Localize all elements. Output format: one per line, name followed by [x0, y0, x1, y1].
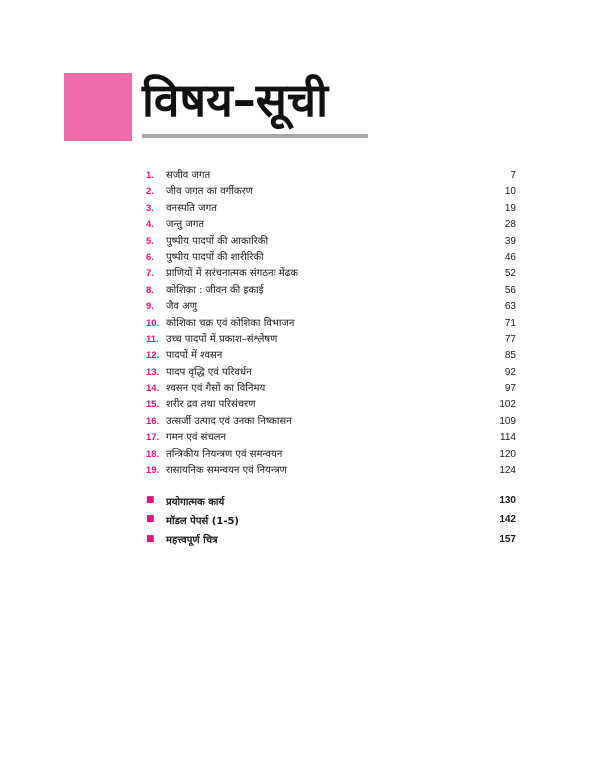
chapter-page: 7 [510, 170, 516, 181]
chapter-number: 12. [146, 350, 160, 362]
extra-page: 130 [499, 495, 516, 507]
chapter-page: 46 [504, 251, 516, 263]
chapter-title: श्वसन एवं गैसों का विनिमय [166, 383, 266, 395]
chapter-page: 52 [504, 268, 516, 280]
toc-entry[interactable] [146, 217, 516, 233]
chapter-number: 5. [146, 235, 154, 247]
toc-extra-entry[interactable] [146, 491, 516, 510]
toc-entry[interactable] [146, 430, 516, 446]
square-bullet-icon: ■ [146, 514, 155, 525]
toc-entry[interactable] [146, 463, 516, 479]
chapter-number: 17. [146, 432, 160, 444]
chapter-title: रासायनिक समन्वयन एवं नियन्त्रण [166, 465, 287, 477]
extra-page: 157 [499, 533, 516, 545]
chapter-page: 102 [499, 399, 516, 411]
toc-entry[interactable] [146, 283, 516, 299]
chapter-title: पुष्पीय पादपों की आकारिकी [166, 235, 269, 247]
chapter-page: 63 [504, 301, 516, 313]
chapter-page: 109 [499, 415, 516, 427]
title-underline [142, 134, 368, 138]
chapter-page: 97 [504, 383, 516, 395]
chapter-title: पुष्पीय पादपों की शारीरिकी [166, 251, 264, 263]
chapter-title: प्राणियों में सरंचनात्मक संगठनः मेंढक [166, 268, 299, 280]
chapter-page: 71 [504, 317, 516, 329]
chapter-title: पादपों में श्वसन [166, 350, 223, 362]
chapter-number: 3. [146, 202, 154, 214]
chapter-page: 77 [504, 333, 516, 345]
title-accent-block [64, 73, 132, 141]
chapter-number: 1. [146, 170, 154, 181]
toc-entry[interactable] [146, 348, 516, 364]
square-bullet-icon: ■ [146, 495, 155, 506]
toc-entry[interactable] [146, 316, 516, 332]
chapter-title: पादप वृद्धि एवं परिवर्धन [166, 366, 252, 378]
toc-entry[interactable] [146, 201, 516, 217]
chapter-page: 19 [504, 202, 516, 214]
toc-extra-entry[interactable] [146, 530, 516, 549]
chapter-page: 56 [504, 284, 516, 296]
square-bullet-icon: ■ [146, 533, 155, 544]
toc-entry[interactable] [146, 299, 516, 315]
extra-title: महत्त्वपूर्ण चित्र [166, 535, 218, 547]
extra-title: मॉडल पेपर्स (1-5) [166, 515, 239, 527]
chapter-page: 120 [499, 448, 516, 460]
chapter-number: 11. [146, 333, 159, 345]
page-title: विषय–सूची [142, 73, 328, 127]
toc-entry[interactable] [146, 365, 516, 381]
chapter-number: 16. [146, 415, 160, 427]
chapter-title: सजीव जगत [166, 170, 211, 181]
chapter-number: 15. [146, 399, 160, 411]
chapter-page: 85 [504, 350, 516, 362]
chapter-list [146, 168, 516, 479]
toc-entry[interactable] [146, 397, 516, 413]
chapter-number: 19. [146, 465, 160, 477]
chapter-number: 9. [146, 301, 154, 313]
chapter-page: 124 [499, 465, 516, 477]
chapter-page: 39 [504, 235, 516, 247]
chapter-number: 8. [146, 284, 154, 296]
chapter-number: 18. [146, 448, 160, 460]
chapter-title: गमन एवं संचलन [166, 432, 227, 444]
chapter-title: वनस्पति जगत [166, 202, 217, 214]
toc-entry[interactable] [146, 250, 516, 266]
chapter-title: उत्सर्जी उत्पाद एवं उनका निष्कासन [166, 415, 292, 427]
toc-entry[interactable] [146, 184, 516, 200]
chapter-title: जीव जगत का वर्गीकरण [166, 186, 253, 198]
appendix-list [146, 491, 516, 549]
chapter-number: 10. [146, 317, 160, 329]
toc-entry[interactable] [146, 332, 516, 348]
chapter-number: 2. [146, 186, 154, 198]
chapter-page: 114 [500, 432, 516, 444]
toc-entry[interactable] [146, 414, 516, 430]
chapter-number: 6. [146, 251, 154, 263]
chapter-number: 14. [146, 383, 160, 395]
chapter-title: तन्त्रिकीय नियन्त्रण एवं समन्वयन [166, 448, 283, 460]
extra-title: प्रयोगात्मक कार्य [166, 496, 225, 508]
chapter-title: जन्तु जगत [166, 219, 205, 231]
toc-entry[interactable] [146, 447, 516, 463]
chapter-title: कोशिका चक्र एवं कोशिका विभाजन [166, 317, 295, 329]
toc-entry[interactable] [146, 168, 516, 184]
chapter-number: 7. [146, 268, 154, 280]
toc-entry[interactable] [146, 266, 516, 282]
chapter-title: शरीर द्रव तथा परिसंचरण [166, 399, 256, 411]
chapter-page: 28 [504, 219, 516, 231]
chapter-title: जैव अणु [166, 301, 198, 313]
chapter-page: 92 [504, 366, 516, 378]
chapter-number: 4. [146, 219, 154, 231]
chapter-number: 13. [146, 366, 160, 378]
toc-extra-entry[interactable] [146, 510, 516, 529]
chapter-title: उच्च पादपों में प्रकाश–संश्लेषण [166, 333, 278, 345]
chapter-title: कोशिका : जीवन की इकाई [166, 284, 264, 296]
chapter-page: 10 [504, 186, 516, 198]
toc-entry[interactable] [146, 381, 516, 397]
extra-page: 142 [499, 514, 516, 526]
toc-entry[interactable] [146, 234, 516, 250]
